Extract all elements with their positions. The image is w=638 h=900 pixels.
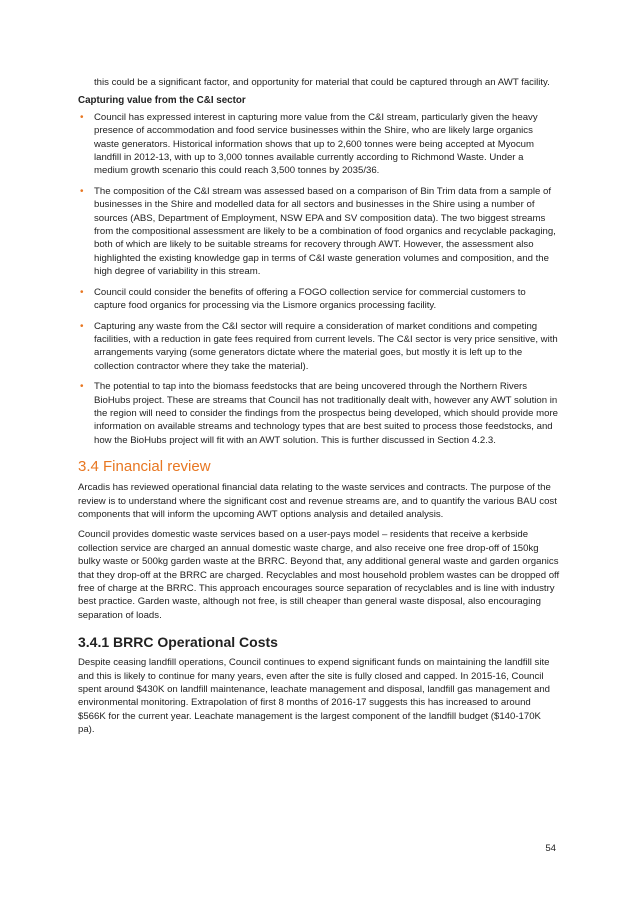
page-content xyxy=(78,76,560,744)
page-number: 54 xyxy=(545,843,556,854)
subsection-heading-brrc-costs: 3.4.1 BRRC Operational Costs xyxy=(78,634,278,651)
bullet-dot-icon: • xyxy=(80,381,84,393)
bullet-item xyxy=(78,111,560,178)
bullet-text: The potential to tap into the biomass feedstocks that are being uncovered through the Northern Rivers BioHubs project. These are streams that Council has not traditionally dealt with, however any AWT solution in the region will need to consider the findings from the prospectus being developed, which should provide more information on available streams and technology types that are best suited to process those feedstocks, and how the BioHubs project will fit with an AWT solution. This is further discussed in Section 4.2.3. xyxy=(94,381,558,446)
bullet-text: Council has expressed interest in capturing more value from the C&I stream, particularly given the heavy presence of accommodation and food service businesses within the Shire, who are likely large organics waste generators. Historical information shows that up to 2,600 tonnes were being accepted at Myocum landfill in 2012-13, with up to 3,000 tonnes available currently according to Richmond Waste. Under a medium growth scenario this could reach 3,500 tonnes by 2035/36. xyxy=(94,111,538,177)
bullet-dot-icon: • xyxy=(80,286,84,298)
intro-continuation: this could be a significant factor, and opportunity for material that could be captured through an AWT facility. xyxy=(94,77,550,88)
bullet-text: The composition of the C&I stream was assessed based on a comparison of Bin Trim data from a sample of businesses in the Shire and modelled data for all sectors and businesses in the Shire using a number of sources (ABS, Department of Employment, NSW EPA and SV composition data). The two biggest streams from the compositional assessment are likely to be a combination of food organics and recyclable packaging, both of which are likely to be suitable streams for recovery through AWT. However, the assessment also highlighted the existing knowledge gap in terms of C&I waste generation volumes and composition, and the high degree of variability in this stream. xyxy=(94,185,556,278)
paragraph: Despite ceasing landfill operations, Council continues to expend significant funds on maintaining the landfill site and this is likely to continue for many years, even after the site is fully closed and capped. In 2015-16, Council spent around $430K on landfill maintenance, leachate management and disposal, landfill gas management and environmental monitoring. Extrapolation of first 8 months of 2016-17 suggests this has increased to around $566K for the current year. Leachate management is the largest component of the landfill budget ($140-170K pa). xyxy=(78,657,551,736)
bullet-item xyxy=(78,380,560,447)
bullet-item xyxy=(78,286,560,313)
bullet-text: Council could consider the benefits of offering a FOGO collection service for commercial customers to capture food organics for processing via the Lismore organics processing facility. xyxy=(94,286,526,312)
subheading-capturing-value: Capturing value from the C&I sector xyxy=(78,95,246,107)
bullet-text: Capturing any waste from the C&I sector will require a consideration of market conditions and competing facilities, with a reduction in gate fees required from current levels. The C&I sector is very price sensitive, with arrangements varying (some generators dictate where the material goes, but mostly it is left up to the collection contractor where they take the material). xyxy=(94,320,558,372)
bullet-dot-icon: • xyxy=(80,320,84,332)
bullet-item xyxy=(78,320,560,374)
paragraph: Arcadis has reviewed operational financial data relating to the waste services and contracts. The purpose of the review is to understand where the significant cost and revenue streams are, and to quantify the various BAU cost components that will inform the upcoming AWT options analysis and detailed analysis. xyxy=(78,482,557,520)
paragraph: Council provides domestic waste services based on a user-pays model – residents that receive a kerbside collection service are charged an annual domestic waste charge, and also receive one free drop-off of 150kg bulky waste or 500kg garden waste at the BRRC. Beyond that, any additional general waste and garden organics that they drop-off at the BRRC are charged. Recyclables and most household problem wastes can be dropped off free of charge at the BRRC. This approach encourages source separation of recyclables and is line with industry best practice. Garden waste, although not free, is still cheaper than general waste disposal, also encouraging separation of loads. xyxy=(78,529,560,621)
section-heading-financial-review: 3.4 Financial review xyxy=(78,458,211,476)
bullet-list xyxy=(78,111,560,447)
bullet-item xyxy=(78,185,560,279)
bullet-dot-icon: • xyxy=(80,111,84,123)
bullet-dot-icon: • xyxy=(80,185,84,197)
